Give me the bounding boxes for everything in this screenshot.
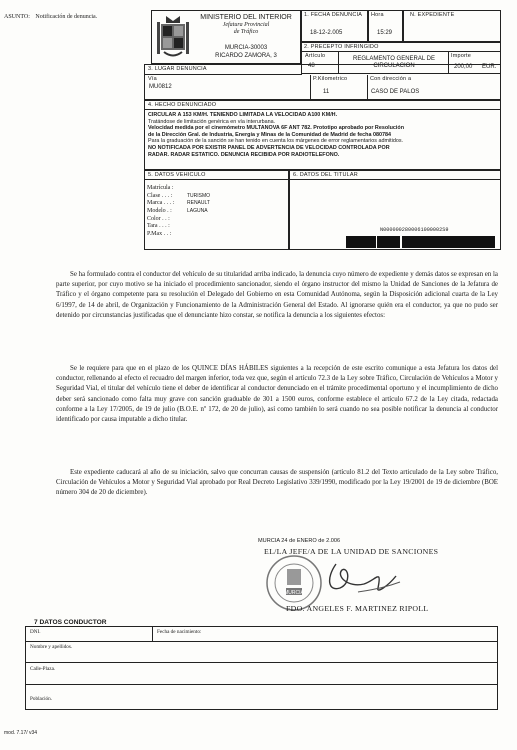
barcode-bar <box>453 236 455 248</box>
vehicle-row: Modelo . : LAGUNA <box>147 208 208 215</box>
barcode-bar <box>402 236 405 248</box>
barcode-bar <box>484 236 487 248</box>
barcode-bar <box>429 236 431 248</box>
paragraph-2: Se le requiere para que en el plazo de los QUINCE DÍAS HÁBILES siguientes a la recepción de este escrito comunique a esta Jefatura los datos del conductor, rellenando al efecto el recuadro del margen inferior, toda vez que, según el artículo 72.3 de la Ley sobre Tráfico, Circulación de Vehículos a Motor y Seguridad Vial, el titular del vehículo tiene el deber de identificar al conductor denunciado en el trámite procedimental oportuno y el incumplimiento de dicho deber será sancionado como falta muy grave con sanción graduable de 301 a 1500 euros, conforme establece el artículo 67.2 de la Ley citada, redactada conforme a la Ley 17/2005, de 19 de julio (B.O.E. nº 172, de 20 de julio), así como también lo será cuando no sea posible notificar la denuncia al conductor identificado por causa imputable a dicho titular. <box>56 365 498 424</box>
field-expediente <box>403 10 501 42</box>
dni-label: DNI. <box>30 629 41 635</box>
barcode-bar <box>448 236 450 248</box>
barcode-bar <box>369 236 370 248</box>
asunto <box>4 14 97 21</box>
handwritten-signature-icon <box>318 558 408 598</box>
barcode-bar <box>371 236 373 248</box>
paragraph-1: Se ha formulado contra el conductor del vehículo de su titularidad arriba indicado, la denuncia cuyo número de expediente y demás datos se expresan en la parte superior, por cuyo motivo se ha iniciado el procedimiento sancionador, siendo el órgano instructor del mismo la Unidad de Sanciones de la Jefatura de Tráfico y el órgano competente para su resolución el Delegado del Gobierno en esta Comunidad Autónoma, según la Disposición adicional cuarta de la Ley 6/1997, de 14 de abril, de Organización y Funcionamiento de la Administración General del Estado. Al ignorarse quién era el conductor, ya que no pudo ser detenido por circunstancias justificadas que el denunciante hizo constar, se notifica la denuncia a los siguientes efectos: <box>56 271 498 319</box>
hora-value: 15:29 <box>377 30 393 36</box>
barcode-bar <box>451 236 452 248</box>
barcode-bar <box>431 236 432 248</box>
vehicle-row: Clase . . . : TURISMO <box>147 192 211 199</box>
barcode-bar <box>382 236 385 248</box>
vehicle-row: Marca . . . : RENAULT <box>147 200 210 207</box>
barcode-bar <box>377 236 379 248</box>
barcode-icon <box>345 236 495 248</box>
barcode-bar <box>450 236 451 248</box>
asunto-label: ASUNTO: <box>4 14 30 20</box>
barcode-text: N0000002800061000002S9 <box>380 227 449 233</box>
vehicle-row: Color . . : <box>147 215 170 222</box>
barcode-bar <box>455 236 457 248</box>
articulo-label: Artículo <box>305 53 326 59</box>
barcode-bar <box>460 236 461 248</box>
importe-value: 200,00 <box>454 64 473 70</box>
hecho-line: Velocidad medida por el cinemómetro MULTANOVA 6F ANT 782. Prototipo aprobado por Resolución <box>148 125 404 132</box>
barcode-bar <box>356 236 359 248</box>
barcode-bar <box>446 236 448 248</box>
via-label: Vía <box>148 76 157 82</box>
fecha-nacimiento-label: Fecha de nacimiento: <box>157 629 202 635</box>
barcode-bar <box>373 236 375 248</box>
barcode-bar <box>474 236 476 248</box>
vehicle-row: P.Max . . : <box>147 231 172 238</box>
barcode-bar <box>457 236 460 248</box>
field7-label: 7 DATOS CONDUCTOR <box>34 619 107 626</box>
hecho-line: Tratándose de limitación genérica en vía interurbana. <box>148 118 276 125</box>
barcode-bar <box>393 236 394 248</box>
barcode-bar <box>414 236 417 248</box>
expediente-label: N. EXPEDIENTE <box>410 12 455 18</box>
barcode-bar <box>409 236 411 248</box>
stamp-text: MURCIA <box>284 590 304 596</box>
barcode-bar <box>424 236 427 248</box>
barcode-bar <box>392 236 393 248</box>
field1-label: 1. FECHA DENUNCIA <box>304 12 363 18</box>
barcode-bar <box>397 236 398 248</box>
barcode-bar <box>370 236 371 248</box>
asunto-text: Notificación de denuncia. <box>35 14 98 20</box>
articulo-value: 48 <box>308 63 315 69</box>
office-name-2: de Tráfico <box>233 29 259 35</box>
barcode-bar <box>436 236 439 248</box>
barcode-bar <box>482 236 484 248</box>
barcode-bar <box>427 236 428 248</box>
field5-label: 5. DATOS VEHICULO <box>148 172 206 178</box>
barcode-bar <box>435 236 436 248</box>
barcode-bar <box>385 236 387 248</box>
issuer-header <box>151 10 301 64</box>
barcode-bar <box>442 236 443 248</box>
barcode-bar <box>387 236 389 248</box>
reglamento-value: REGLAMENTO GENERAL DE CIRCULACION <box>352 56 436 69</box>
barcode-bar <box>420 236 422 248</box>
office-address-2: RICARDO ZAMORA, 3 <box>215 53 277 59</box>
form-code: mod. 7.17/ v34 <box>4 730 38 736</box>
barcode-bar <box>444 236 446 248</box>
coat-of-arms-icon <box>156 14 190 60</box>
paragraph-3: Este expediente caducará al año de su iniciación, salvo que concurran causas de suspensión (artículo 81.2 del Texto articulado de la Ley sobre Tráfico, Circulación de Vehículos a Motor y Seguridad Vial aprobado por Real Decreto Legislativo 339/1990, modificado por la Ley 19/2001 de 19 de diciembre (BOE número 304 de 20 de diciembre). <box>56 469 498 497</box>
barcode-bar <box>443 236 444 248</box>
barcode-bar <box>405 236 406 248</box>
calle-label: Calle-Plaza. <box>30 666 56 672</box>
office-name: Jefatura Provincial <box>222 22 270 28</box>
hecho-line: NO NOTIFICADA POR EXISTIR PANEL DE ADVERTENCIA DE VELOCIDAD CONTROLADA POR <box>148 144 390 151</box>
vehicle-row: Matrícula : <box>147 185 174 191</box>
barcode-bar <box>463 236 466 248</box>
barcode-bar <box>362 236 363 248</box>
barcode-bar <box>346 236 347 248</box>
via-value: MU0812 <box>149 84 172 90</box>
barcode-bar <box>349 236 350 248</box>
barcode-bar <box>359 236 362 248</box>
field-datos-vehiculo <box>144 170 289 250</box>
barcode-bar <box>350 236 353 248</box>
hecho-line: de la Dirección Gral. de Industria, Energía y Minas de la Comunidad de Madrid de fecha 080784 <box>148 131 391 138</box>
barcode-bar <box>353 236 356 248</box>
field-lugar-denuncia <box>144 64 501 100</box>
barcode-bar <box>488 236 491 248</box>
field4-label: 4. HECHO DENUNCIADO <box>148 102 217 108</box>
field6-label: 6. DATOS DEL TITULAR <box>293 172 358 178</box>
barcode-bar <box>452 236 453 248</box>
barcode-bar <box>417 236 420 248</box>
field-datos-titular <box>289 170 501 250</box>
barcode-bar <box>411 236 414 248</box>
hecho-line: RADAR. RADAR ESTATICO. DENUNCIA RECIBIDA POR RADIOTELEFONO. <box>148 151 340 158</box>
barcode-bar <box>380 236 382 248</box>
barcode-bar <box>466 236 469 248</box>
barcode-bar <box>428 236 429 248</box>
barcode-bar <box>375 236 376 248</box>
dir-label: Con dirección a <box>370 76 412 82</box>
barcode-bar <box>469 236 471 248</box>
hora-label: Hora <box>371 12 384 18</box>
datos-conductor-form <box>25 626 498 710</box>
barcode-bar <box>398 236 400 248</box>
barcode-bar <box>379 236 380 248</box>
barcode-bar <box>395 236 397 248</box>
field-fecha-denuncia <box>301 10 368 42</box>
dir-value: CASO DE PALOS <box>371 89 420 95</box>
pk-value: 11 <box>323 89 330 95</box>
nombre-label: Nombre y apellidos. <box>30 644 73 650</box>
hecho-line: CIRCULAR A 153 KM/H. TENIENDO LIMITADA LA VELOCIDAD A100 KM/H. <box>148 112 338 118</box>
field3-label: 3. LUGAR DENUNCIA <box>148 66 207 72</box>
office-address-1: MURCIA-30003 <box>224 45 268 51</box>
poblacion-label: Población. <box>30 696 53 702</box>
pk-label: P.Kilometrico <box>313 76 348 82</box>
fecha-denuncia-value: 18-12-2.005 <box>310 30 343 36</box>
field-hecho-denunciado <box>144 100 501 170</box>
barcode-bar <box>492 236 495 248</box>
barcode-bar <box>363 236 366 248</box>
barcode-bar <box>394 236 395 248</box>
signature-name: FDO. ANGELES F. MARTINEZ RIPOLL <box>286 604 429 613</box>
importe-label: Importe <box>451 53 472 59</box>
barcode-bar <box>487 236 488 248</box>
barcode-bar <box>366 236 369 248</box>
barcode-bar <box>422 236 424 248</box>
barcode-bar <box>479 236 482 248</box>
signature-place-date: MURCIA 24 de ENERO de 2.006 <box>258 538 341 544</box>
signature-role: EL/LA JEFE/A DE LA UNIDAD DE SANCIONES <box>264 547 439 556</box>
barcode-bar <box>439 236 442 248</box>
barcode-bar <box>347 236 349 248</box>
moneda-value: EUR. <box>482 64 497 70</box>
barcode-bar <box>476 236 479 248</box>
barcode-bar <box>491 236 492 248</box>
vehicle-row: Tara . . . : <box>147 223 170 230</box>
barcode-bar <box>471 236 474 248</box>
hecho-line: Para la graduación de la sanción se han tenido en cuenta los márgenes de error reglamentarios admitidos. <box>148 138 404 145</box>
ministry-name: MINISTERIO DEL INTERIOR <box>200 14 292 21</box>
field-hora <box>368 10 403 42</box>
barcode-bar <box>461 236 463 248</box>
barcode-bar <box>389 236 392 248</box>
barcode-bar <box>432 236 435 248</box>
barcode-bar <box>406 236 409 248</box>
field2-label: 2. PRECEPTO INFRINGIDO <box>304 44 379 50</box>
